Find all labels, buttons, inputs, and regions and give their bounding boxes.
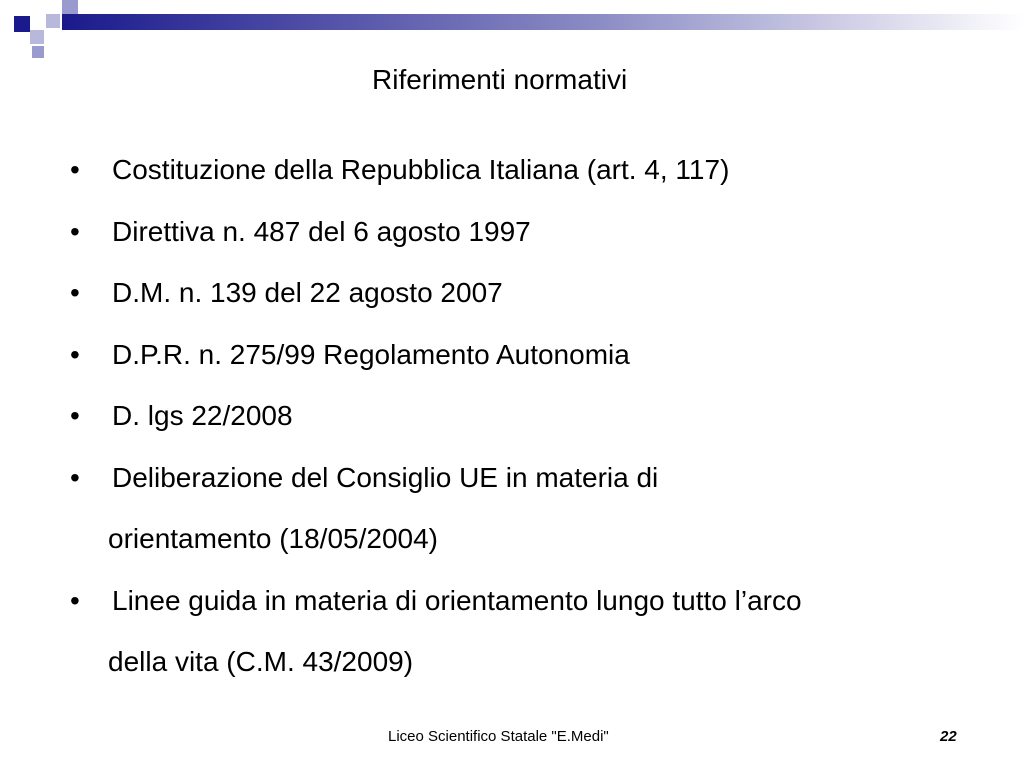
bullet-text-continuation: orientamento (18/05/2004) — [108, 523, 438, 554]
bullet-icon: • — [70, 461, 80, 493]
bullet-text-continuation: della vita (C.M. 43/2009) — [108, 646, 414, 677]
bullet-text: D.M. n. 139 del 22 agosto 2007 — [112, 277, 503, 308]
footer-text: Liceo Scientifico Statale "E.Medi" — [388, 728, 609, 745]
header-square-light — [32, 46, 44, 58]
slide-footer — [0, 725, 1024, 749]
bullet-icon: • — [70, 400, 80, 431]
bullet-icon: • — [70, 215, 80, 247]
bullet-list — [0, 139, 1024, 693]
header-square-light — [62, 0, 78, 14]
list-item — [0, 570, 1024, 693]
list-item — [0, 385, 1024, 447]
header-square-light — [30, 30, 44, 44]
header-square-white — [46, 30, 60, 44]
bullet-icon: • — [70, 584, 80, 616]
list-item — [0, 201, 1024, 263]
header-square-light — [46, 14, 60, 28]
list-item — [0, 262, 1024, 324]
bullet-text: D.P.R. n. 275/99 Regolamento Autonomia — [112, 338, 630, 370]
list-item — [0, 447, 1024, 570]
list-item — [0, 324, 1024, 386]
list-item — [0, 139, 1024, 201]
bullet-text: D. lgs 22/2008 — [112, 400, 293, 431]
bullet-text: Costituzione della Repubblica Italiana (art. 4, 117) — [112, 154, 730, 185]
bullet-text: Deliberazione del Consiglio UE in materia di — [112, 461, 659, 493]
header-decoration — [0, 0, 1024, 64]
header-square-dark — [14, 16, 30, 32]
bullet-icon: • — [70, 277, 80, 308]
slide-number: 22 — [940, 728, 957, 745]
bullet-icon: • — [70, 338, 80, 370]
header-decoration-graphic — [0, 0, 1024, 64]
header-gradient-bar — [62, 14, 1024, 30]
bullet-icon: • — [70, 154, 80, 185]
bullet-text: Direttiva n. 487 del 6 agosto 1997 — [112, 215, 531, 247]
slide-title: Riferimenti normativi — [372, 64, 628, 95]
bullet-text: Linee guida in materia di orientamento lungo tutto l’arco — [112, 584, 802, 616]
